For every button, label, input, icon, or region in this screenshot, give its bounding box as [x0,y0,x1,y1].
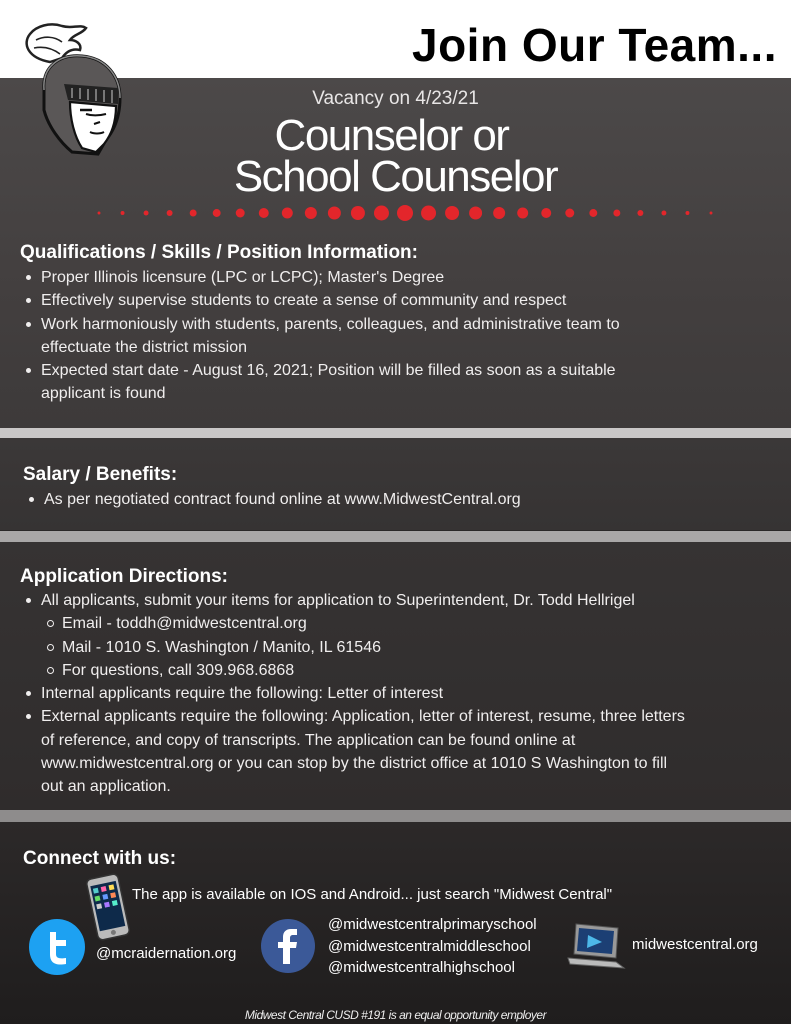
page-title: Join Our Team... [412,19,777,71]
decorative-dot [613,210,620,217]
decorative-dot [282,208,293,219]
laptop-icon [564,920,628,972]
connect-heading: Connect with us: [23,848,177,869]
decorative-dot [469,207,482,220]
list-item: Effectively supervise students to create a sense of community and respect [20,289,720,312]
job-title-line2: School Counselor [233,152,558,201]
job-title-line1: Counselor or [274,111,509,160]
list-item: Work harmoniously with students, parents, colleagues, and administrative team to [20,313,720,336]
list-item-continued: of reference, and copy of transcripts. The application can be found online at [41,731,576,749]
list-item: External applicants require the following: Application, letter of interest, resume, three letters [20,705,740,728]
qualifications-list [20,266,720,406]
list-item-continued: out an application. [41,778,171,796]
salary-heading: Salary / Benefits: [23,464,178,485]
application-list [20,589,740,799]
decorative-dots [95,204,715,222]
facebook-handles [328,914,537,979]
website-link[interactable]: midwestcentral.org [632,936,758,953]
decorative-dot [328,207,341,220]
decorative-dot [236,209,245,218]
qualifications-heading: Qualifications / Skills / Position Information: [20,242,418,263]
divider [0,531,791,542]
decorative-dot [565,209,574,218]
application-heading: Application Directions: [20,566,228,587]
decorative-dot [661,211,666,216]
phone-icon [80,872,136,942]
vacancy-date: Vacancy on 4/23/21 [312,88,479,109]
decorative-dot [351,206,365,220]
phone-item: For questions, call 309.968.6868 [20,659,740,682]
list-item: Expected start date - August 16, 2021; Position will be filled as soon as a suitable [20,359,720,382]
twitter-icon[interactable] [28,918,86,976]
list-item: Internal applicants require the following: Letter of interest [20,682,740,705]
decorative-dot [710,212,713,215]
decorative-dot [121,211,125,215]
decorative-dot [305,207,317,219]
facebook-handle-high[interactable]: @midwestcentralhighschool [328,959,515,976]
decorative-dot [167,210,173,216]
decorative-dot [190,210,197,217]
decorative-dot [421,206,436,221]
decorative-dot [541,208,551,218]
list-item-continued: www.midwestcentral.org or you can stop by the district office at 1010 S Washington to fill [41,755,668,773]
email-item: Email - toddh@midwestcentral.org [20,612,740,635]
decorative-dot [213,209,221,217]
decorative-dot [637,210,643,216]
decorative-dot [445,206,459,220]
decorative-dot [144,211,149,216]
list-item-continued: effectuate the district mission [41,338,248,356]
salary-list [23,488,723,511]
facebook-handle-primary[interactable]: @midwestcentralprimaryschool [328,916,537,933]
list-item: Proper Illinois licensure (LPC or LCPC); Master's Degree [20,266,720,289]
decorative-dot [589,209,597,217]
decorative-dot [374,206,389,221]
mail-item: Mail - 1010 S. Washington / Manito, IL 61546 [20,636,740,659]
list-item: All applicants, submit your items for application to Superintendent, Dr. Todd Hellrigel [20,589,740,612]
decorative-dot [686,211,690,215]
decorative-dot [493,207,505,219]
decorative-dot [259,208,269,218]
footer-text: Midwest Central CUSD #191 is an equal opportunity employer [244,1008,547,1022]
app-availability-text: The app is available on IOS and Android... just search "Midwest Central" [132,886,613,903]
decorative-dot [517,208,528,219]
facebook-handle-middle[interactable]: @midwestcentralmiddleschool [328,937,531,955]
divider [0,428,791,438]
list-item-continued: applicant is found [41,385,166,403]
divider [0,810,791,822]
twitter-handle[interactable]: @mcraidernation.org [96,945,237,962]
decorative-dot [397,205,413,221]
facebook-icon[interactable] [260,918,316,974]
decorative-dot [98,212,101,215]
list-item: As per negotiated contract found online at www.MidwestCentral.org [23,488,723,511]
